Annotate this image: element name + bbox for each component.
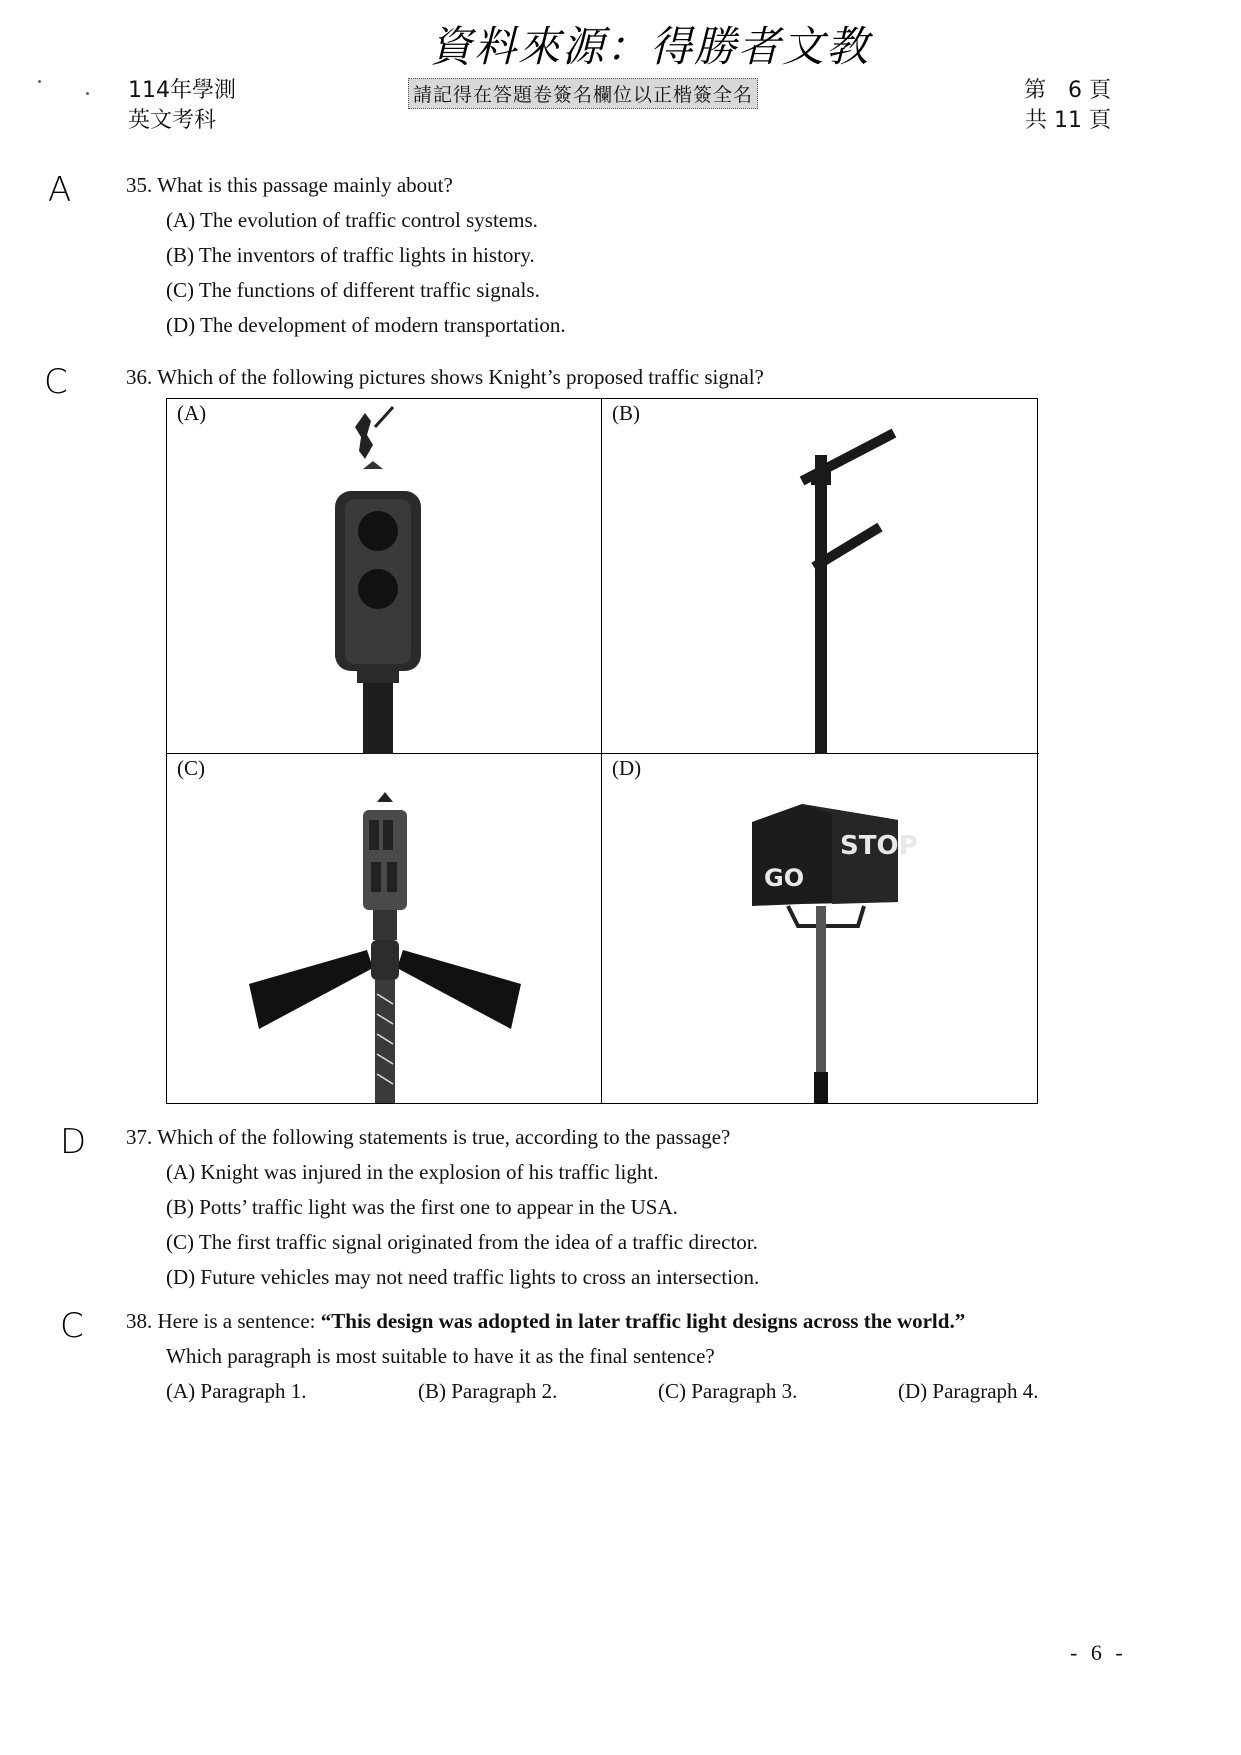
option-a: (A) The evolution of traffic control systems. [166,208,538,232]
gas-lamp-signal-image [167,754,602,1103]
option-a: (A) Knight was injured in the explosion of his traffic light. [166,1160,659,1184]
page-number: - 6 - [1070,1640,1127,1665]
question-37 [126,1120,759,1295]
option-b: (B) Potts’ traffic light was the first one to appear in the USA. [166,1195,678,1219]
total-pages: 共 11 頁 [1025,108,1111,133]
electric-traffic-light-image [167,399,602,754]
page-indicator [1024,76,1111,136]
question-stem: 37. Which of the following statements is true, according to the passage? [126,1125,731,1149]
exam-subject: 英文考科 [128,108,217,133]
option-d: (D) Future vehicles may not need traffic lights to cross an intersection. [166,1265,760,1289]
option-d: (D) Paragraph 4. [898,1379,1039,1403]
exam-title [128,76,236,136]
option-c: (C) The first traffic signal originated from the idea of a traffic director. [166,1230,758,1254]
question-stem [126,1304,1039,1339]
picture-label: (C) [177,756,205,780]
picture-option-a [167,399,602,754]
picture-option-c [167,754,602,1103]
stop-text: STOP [840,831,918,861]
option-b: (B) Paragraph 2. [418,1379,558,1403]
scan-speck [86,92,89,95]
question-35 [126,168,566,343]
current-page: 第 6 頁 [1024,78,1111,103]
question-36 [126,360,764,395]
question-stem: 35. What is this passage mainly about? [126,173,453,197]
option-a: (A) Paragraph 1. [166,1379,307,1403]
handwritten-source-note: 資料來源：得勝者文教 [430,22,871,71]
semaphore-signal-image [602,399,1039,754]
exam-year: 114年學測 [128,78,236,103]
picture-options-grid [166,398,1038,1104]
option-row [166,1374,1039,1409]
picture-option-d [602,754,1039,1103]
option-c: (C) The functions of different traffic signals. [166,278,540,302]
question-stem-line2: Which paragraph is most suitable to have it as the final sentence? [166,1344,715,1368]
answer-mark-35: A [48,170,72,210]
answer-mark-37: D [60,1122,87,1162]
stem-prefix: 38. Here is a sentence: [126,1309,321,1333]
option-c: (C) Paragraph 3. [658,1379,798,1403]
quoted-sentence: “This design was adopted in later traffic light designs across the world.” [320,1309,966,1333]
answer-mark-36: C [44,362,68,402]
picture-label: (B) [612,401,640,425]
picture-option-b [602,399,1039,754]
picture-label: (A) [177,401,207,425]
scan-speck [38,80,41,83]
question-stem: 36. Which of the following pictures shows Knight’s proposed traffic signal? [126,365,764,389]
answer-mark-38: C [60,1306,84,1346]
picture-label: (D) [612,756,642,780]
option-d: (D) The development of modern transportation. [166,313,566,337]
question-38 [126,1304,1039,1409]
option-b: (B) The inventors of traffic lights in history. [166,243,535,267]
signature-reminder-banner: 請記得在答題卷簽名欄位以正楷簽全名 [408,78,758,109]
go-text: GO [764,864,805,892]
stop-go-sign-image [602,754,1039,1103]
